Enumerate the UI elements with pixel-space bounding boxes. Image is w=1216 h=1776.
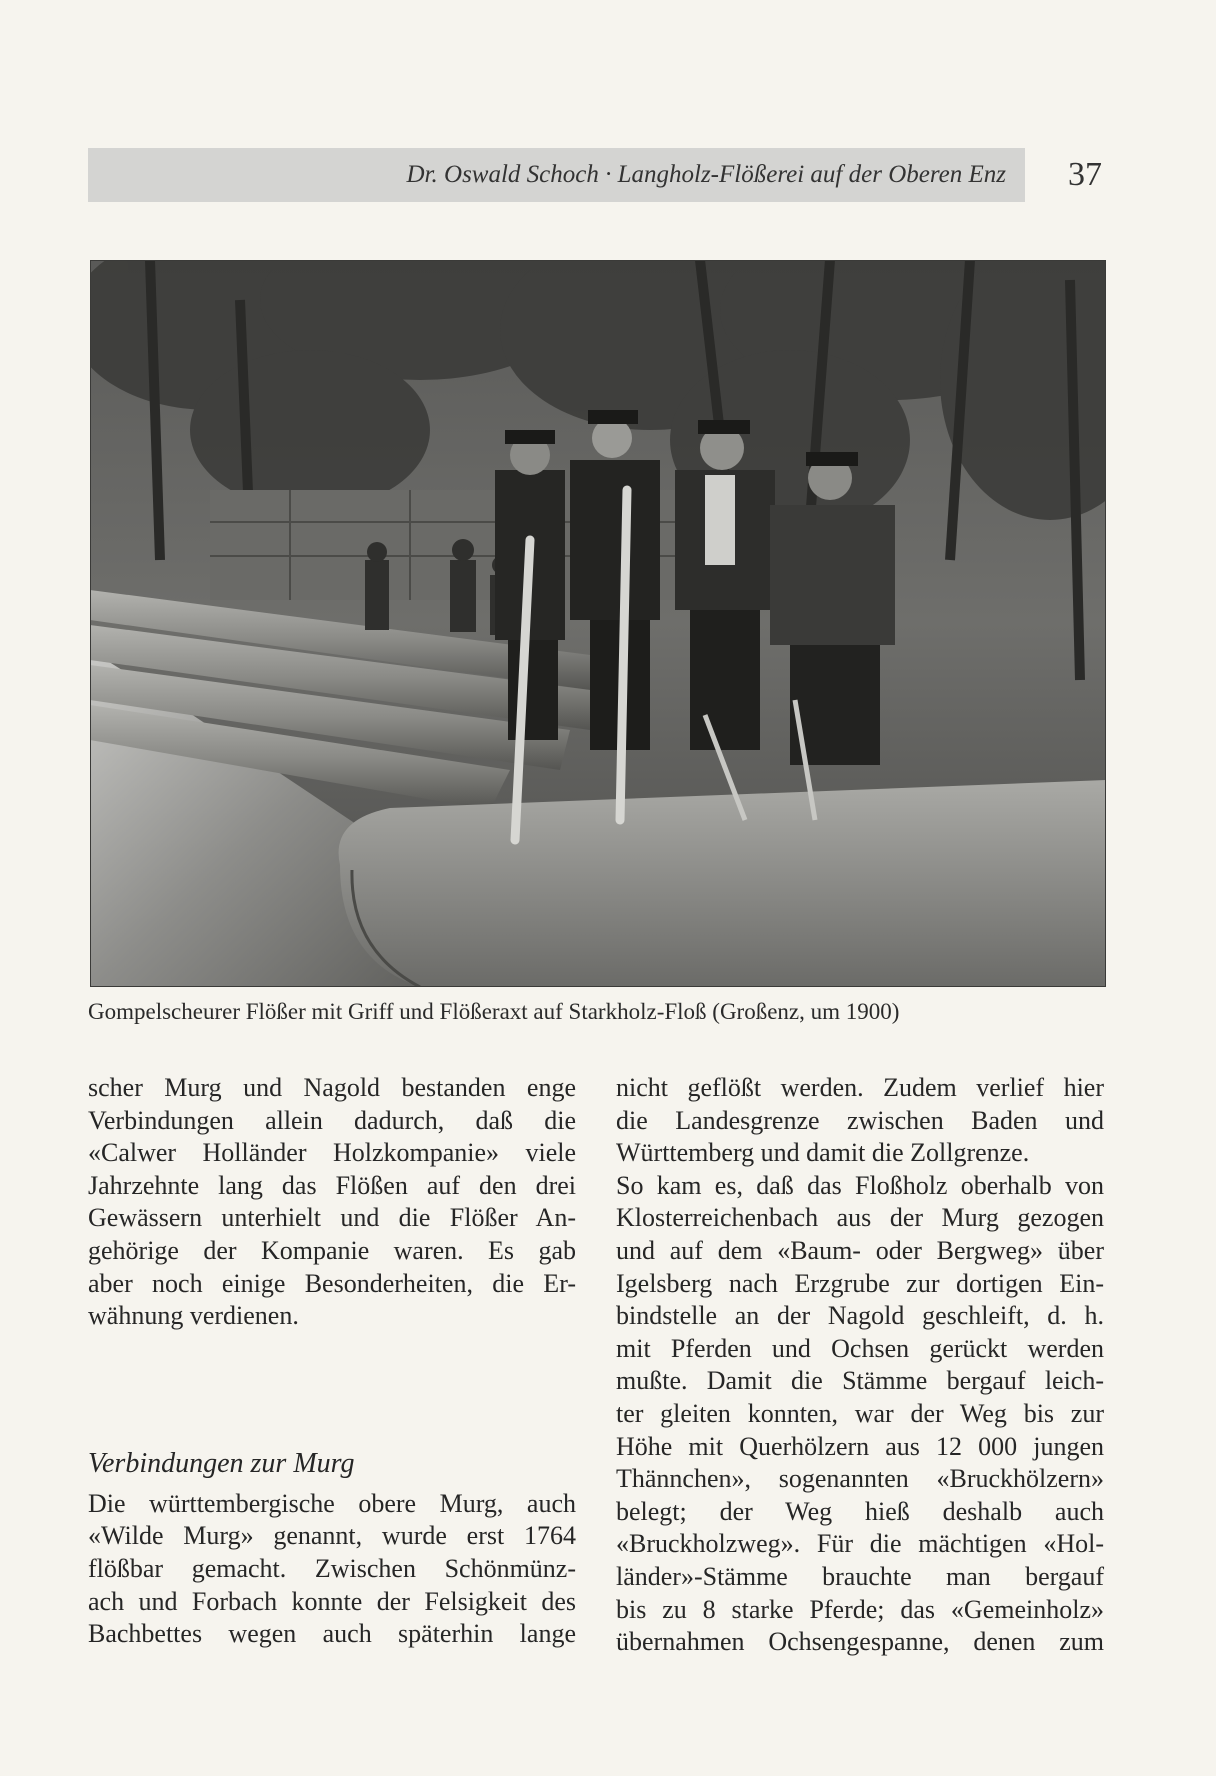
page-number: 37	[1068, 156, 1102, 193]
text-line: So kam es, daß das Floßholz oberhalb von	[616, 1170, 1104, 1200]
historical-photograph	[90, 260, 1106, 987]
section-heading: Verbindungen zur Murg	[88, 1447, 355, 1479]
text-line: bis zu 8 starke Pferde; das «Gemeinholz»	[616, 1594, 1104, 1624]
figure-caption: Gompelscheurer Flößer mit Griff und Flößeraxt auf Starkholz-Floß (Großenz, um 1900)	[88, 999, 900, 1024]
text-line: «Wilde Murg» genannt, wurde erst 1764	[88, 1521, 576, 1551]
text-line: «Calwer Holländer Holzkompanie» viele	[88, 1138, 576, 1168]
text-line: Verbindungen allein dadurch, daß die	[88, 1105, 576, 1135]
text-line: nicht geflößt werden. Zudem verlief hier	[616, 1073, 1104, 1102]
text-line: ach und Forbach konnte der Felsigkeit des	[88, 1586, 576, 1616]
right-text-column	[616, 1072, 1104, 1659]
text-line: übernahmen Ochsengespanne, denen zum	[616, 1627, 1104, 1657]
text-line: belegt; der Weg hieß deshalb auch	[616, 1496, 1104, 1526]
text-line: gehörige der Kompanie waren. Es gab	[88, 1235, 576, 1265]
text-line: wähnung verdienen.	[88, 1301, 299, 1331]
text-line: mußte. Damit die Stämme bergauf leich-	[616, 1366, 1104, 1396]
text-line: mit Pferden und Ochsen gerückt werden	[616, 1333, 1104, 1363]
text-line: Jahrzehnte lang das Flößen auf den drei	[88, 1170, 576, 1200]
text-line: aber noch einige Besonderheiten, die Er-	[88, 1268, 576, 1298]
left-text-column	[88, 1072, 576, 1651]
text-line: ter gleiten konnten, war der Weg bis zur	[616, 1398, 1104, 1428]
text-line: und auf dem «Baum- oder Bergweg» über	[616, 1235, 1104, 1265]
text-line: flößbar gemacht. Zwischen Schönmünz-	[88, 1553, 576, 1583]
text-line: die Landesgrenze zwischen Baden und	[616, 1105, 1104, 1135]
text-line: Klosterreichenbach aus der Murg gezogen	[616, 1203, 1104, 1233]
text-line: «Bruckholzweg». Für die mächtigen «Hol-	[616, 1529, 1104, 1559]
text-line: Württemberg und damit die Zollgrenze.	[616, 1138, 1030, 1168]
text-line: scher Murg und Nagold bestanden enge	[88, 1073, 576, 1102]
text-line: Bachbettes wegen auch späterhin lange	[88, 1619, 576, 1649]
text-line: bindstelle an der Nagold geschleift, d. h.	[616, 1301, 1104, 1331]
text-line: länder»-Stämme brauchte man bergauf	[616, 1561, 1104, 1591]
text-line: Gewässern unterhielt und die Flößer An-	[88, 1203, 576, 1233]
text-line: Die württembergische obere Murg, auch	[88, 1488, 576, 1518]
text-line: Igelsberg nach Erzgrube zur dortigen Ein-	[616, 1268, 1104, 1298]
running-head: Dr. Oswald Schoch · Langholz-Flößerei auf der Oberen Enz	[406, 161, 1006, 188]
text-line: Thännchen», sogenannten «Bruckhölzern»	[616, 1464, 1104, 1494]
foreground-log	[339, 780, 1106, 987]
text-line: Höhe mit Querhölzern aus 12 000 jungen	[616, 1431, 1104, 1461]
